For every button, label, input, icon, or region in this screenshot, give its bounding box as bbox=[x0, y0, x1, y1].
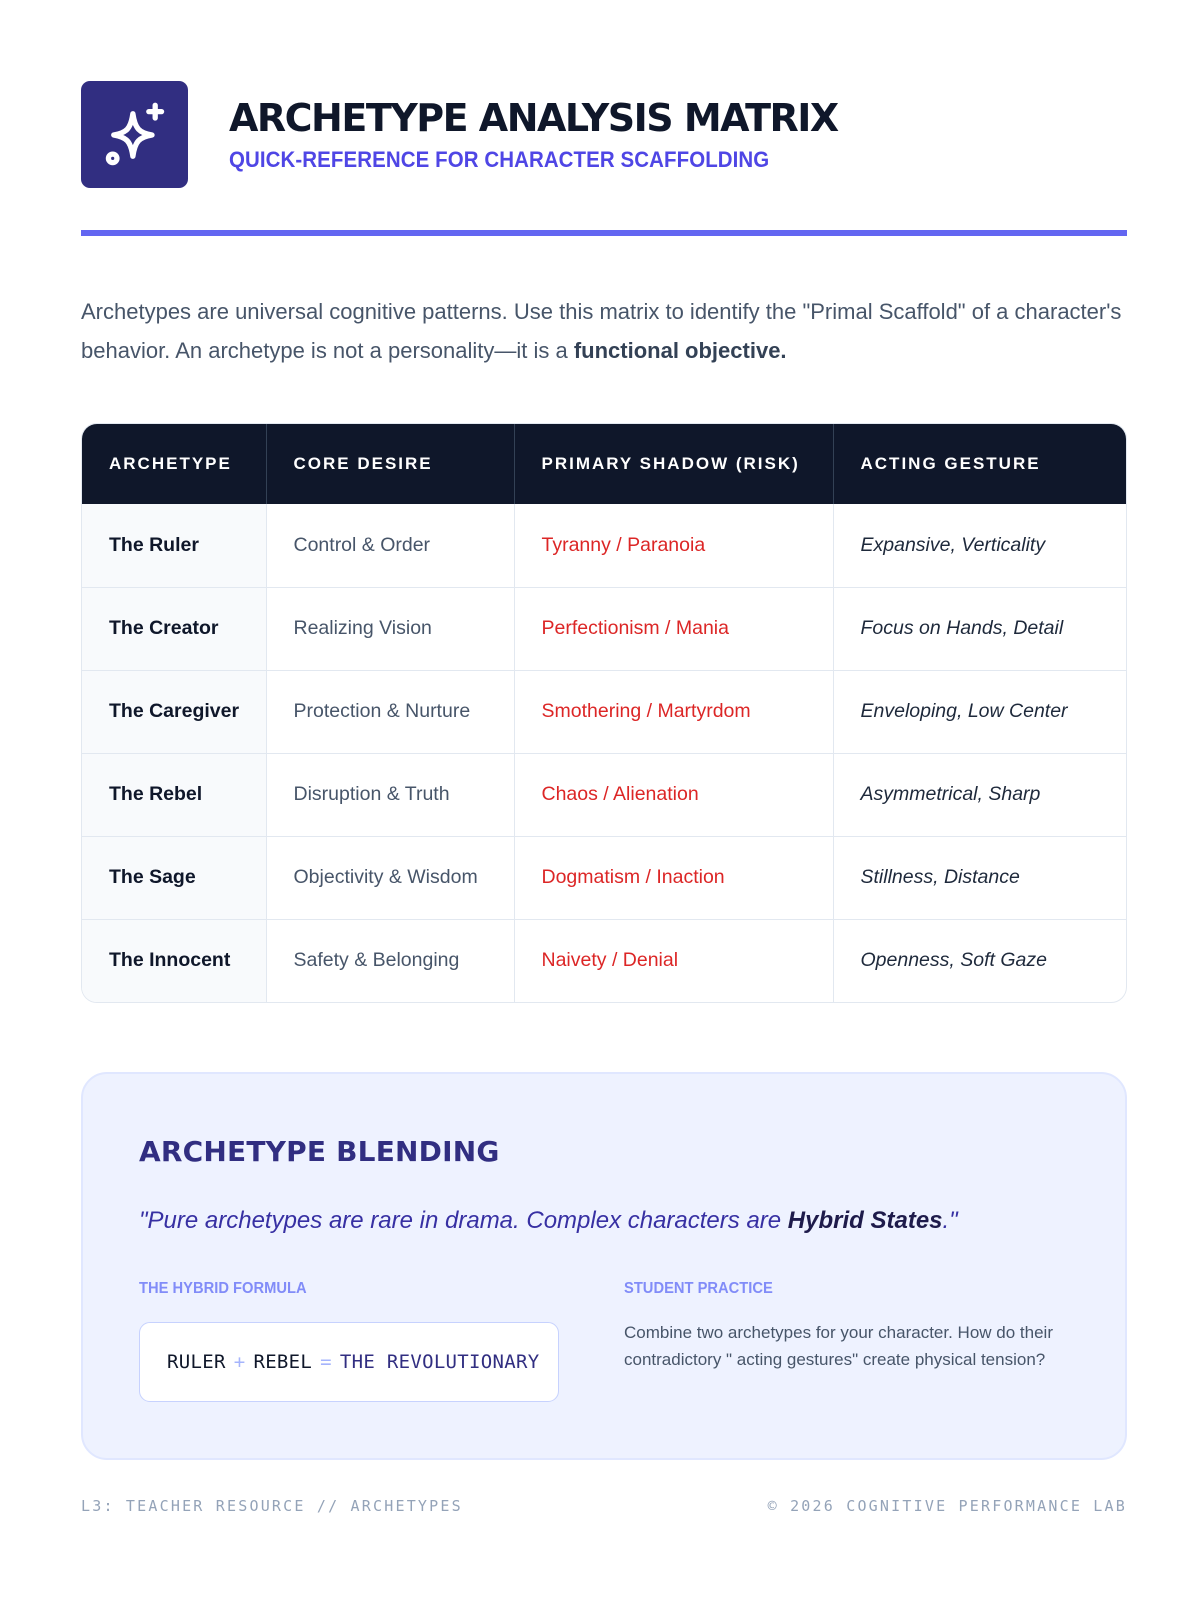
table-row bbox=[82, 919, 1127, 1002]
header-divider bbox=[81, 230, 1127, 236]
archetype-matrix bbox=[81, 423, 1127, 1003]
core-desire: Objectivity & Wisdom bbox=[266, 836, 514, 919]
table-row bbox=[82, 670, 1127, 753]
core-desire: Realizing Vision bbox=[266, 587, 514, 670]
hybrid-formula-box bbox=[139, 1322, 559, 1402]
core-desire: Control & Order bbox=[266, 504, 514, 587]
archetype-name: The Ruler bbox=[82, 504, 266, 587]
table-row bbox=[82, 753, 1127, 836]
core-desire: Safety & Belonging bbox=[266, 919, 514, 1002]
acting-gesture: Focus on Hands, Detail bbox=[833, 587, 1127, 670]
student-practice-text: Combine two archetypes for your character. How do their contradictory " acting gestures" create physical tension? bbox=[624, 1323, 1053, 1369]
intro-emphasis: functional objective. bbox=[573, 338, 787, 363]
acting-gesture: Openness, Soft Gaze bbox=[833, 919, 1127, 1002]
table-row bbox=[82, 504, 1127, 587]
primary-shadow: Smothering / Martyrdom bbox=[514, 670, 833, 753]
page-header bbox=[81, 81, 1127, 188]
logo bbox=[81, 81, 188, 188]
acting-gesture: Expansive, Verticality bbox=[860, 533, 1046, 556]
footer-copyright: © 2026 COGNITIVE PERFORMANCE LAB bbox=[767, 1497, 1127, 1515]
acting-gesture: Asymmetrical, Sharp bbox=[833, 753, 1127, 836]
archetype-name: The Innocent bbox=[82, 919, 266, 1002]
page-subtitle: QUICK-REFERENCE FOR CHARACTER SCAFFOLDING bbox=[229, 147, 770, 172]
acting-gesture: Stillness, Distance bbox=[833, 836, 1127, 919]
archetype-name: The Creator bbox=[82, 587, 266, 670]
core-desire: Disruption & Truth bbox=[266, 753, 514, 836]
column-header-acting-gesture: ACTING GESTURE bbox=[833, 424, 1127, 504]
core-desire: Protection & Nurture bbox=[266, 670, 514, 753]
blending-quote bbox=[139, 1207, 958, 1235]
table-row bbox=[82, 587, 1127, 670]
quote-start: "Pure archetypes are rare in drama. Complex characters are bbox=[139, 1207, 788, 1234]
quote-end: ." bbox=[942, 1207, 958, 1234]
archetype-name: The Caregiver bbox=[82, 670, 266, 753]
blending-title: ARCHETYPE BLENDING bbox=[139, 1135, 500, 1168]
quote-emphasis: Hybrid States bbox=[787, 1207, 943, 1234]
formula-archetype-b: REBEL bbox=[253, 1351, 313, 1373]
table-row bbox=[82, 836, 1127, 919]
footer-left: L3: TEACHER RESOURCE // ARCHETYPES bbox=[81, 1497, 463, 1515]
archetype-name: The Sage bbox=[82, 836, 266, 919]
formula-equals: = bbox=[320, 1351, 332, 1373]
primary-shadow: Perfectionism / Mania bbox=[514, 587, 833, 670]
primary-shadow: Chaos / Alienation bbox=[514, 753, 833, 836]
primary-shadow: Tyranny / Paranoia bbox=[514, 504, 833, 587]
column-header-archetype: ARCHETYPE bbox=[82, 424, 266, 504]
acting-gesture: Enveloping, Low Center bbox=[833, 670, 1127, 753]
formula-archetype-a: RULER bbox=[167, 1351, 226, 1373]
intro-paragraph bbox=[81, 292, 1127, 370]
intro-text: Archetypes are universal cognitive patterns. Use this matrix to identify the "Primal Scaffold" of a character's behavior. An archetype is not a personality—it is a bbox=[81, 299, 1122, 363]
column-header-core-desire: CORE DESIRE bbox=[266, 424, 514, 504]
page bbox=[81, 81, 1127, 1460]
formula-plus: + bbox=[233, 1351, 246, 1373]
sparkles-icon bbox=[101, 101, 169, 169]
hybrid-formula-label: THE HYBRID FORMULA bbox=[139, 1280, 307, 1297]
page-title: ARCHETYPE ANALYSIS MATRIX bbox=[229, 96, 838, 140]
page-footer bbox=[81, 1497, 1127, 1515]
student-practice-label: STUDENT PRACTICE bbox=[624, 1280, 773, 1297]
archetype-name: The Rebel bbox=[82, 753, 266, 836]
formula-result: THE REVOLUTIONARY bbox=[339, 1351, 540, 1373]
primary-shadow: Dogmatism / Inaction bbox=[514, 836, 833, 919]
matrix-header-row bbox=[82, 424, 1127, 504]
column-header-primary-shadow: PRIMARY SHADOW (RISK) bbox=[514, 424, 833, 504]
primary-shadow: Naivety / Denial bbox=[514, 919, 833, 1002]
archetype-blending-card bbox=[81, 1072, 1127, 1460]
